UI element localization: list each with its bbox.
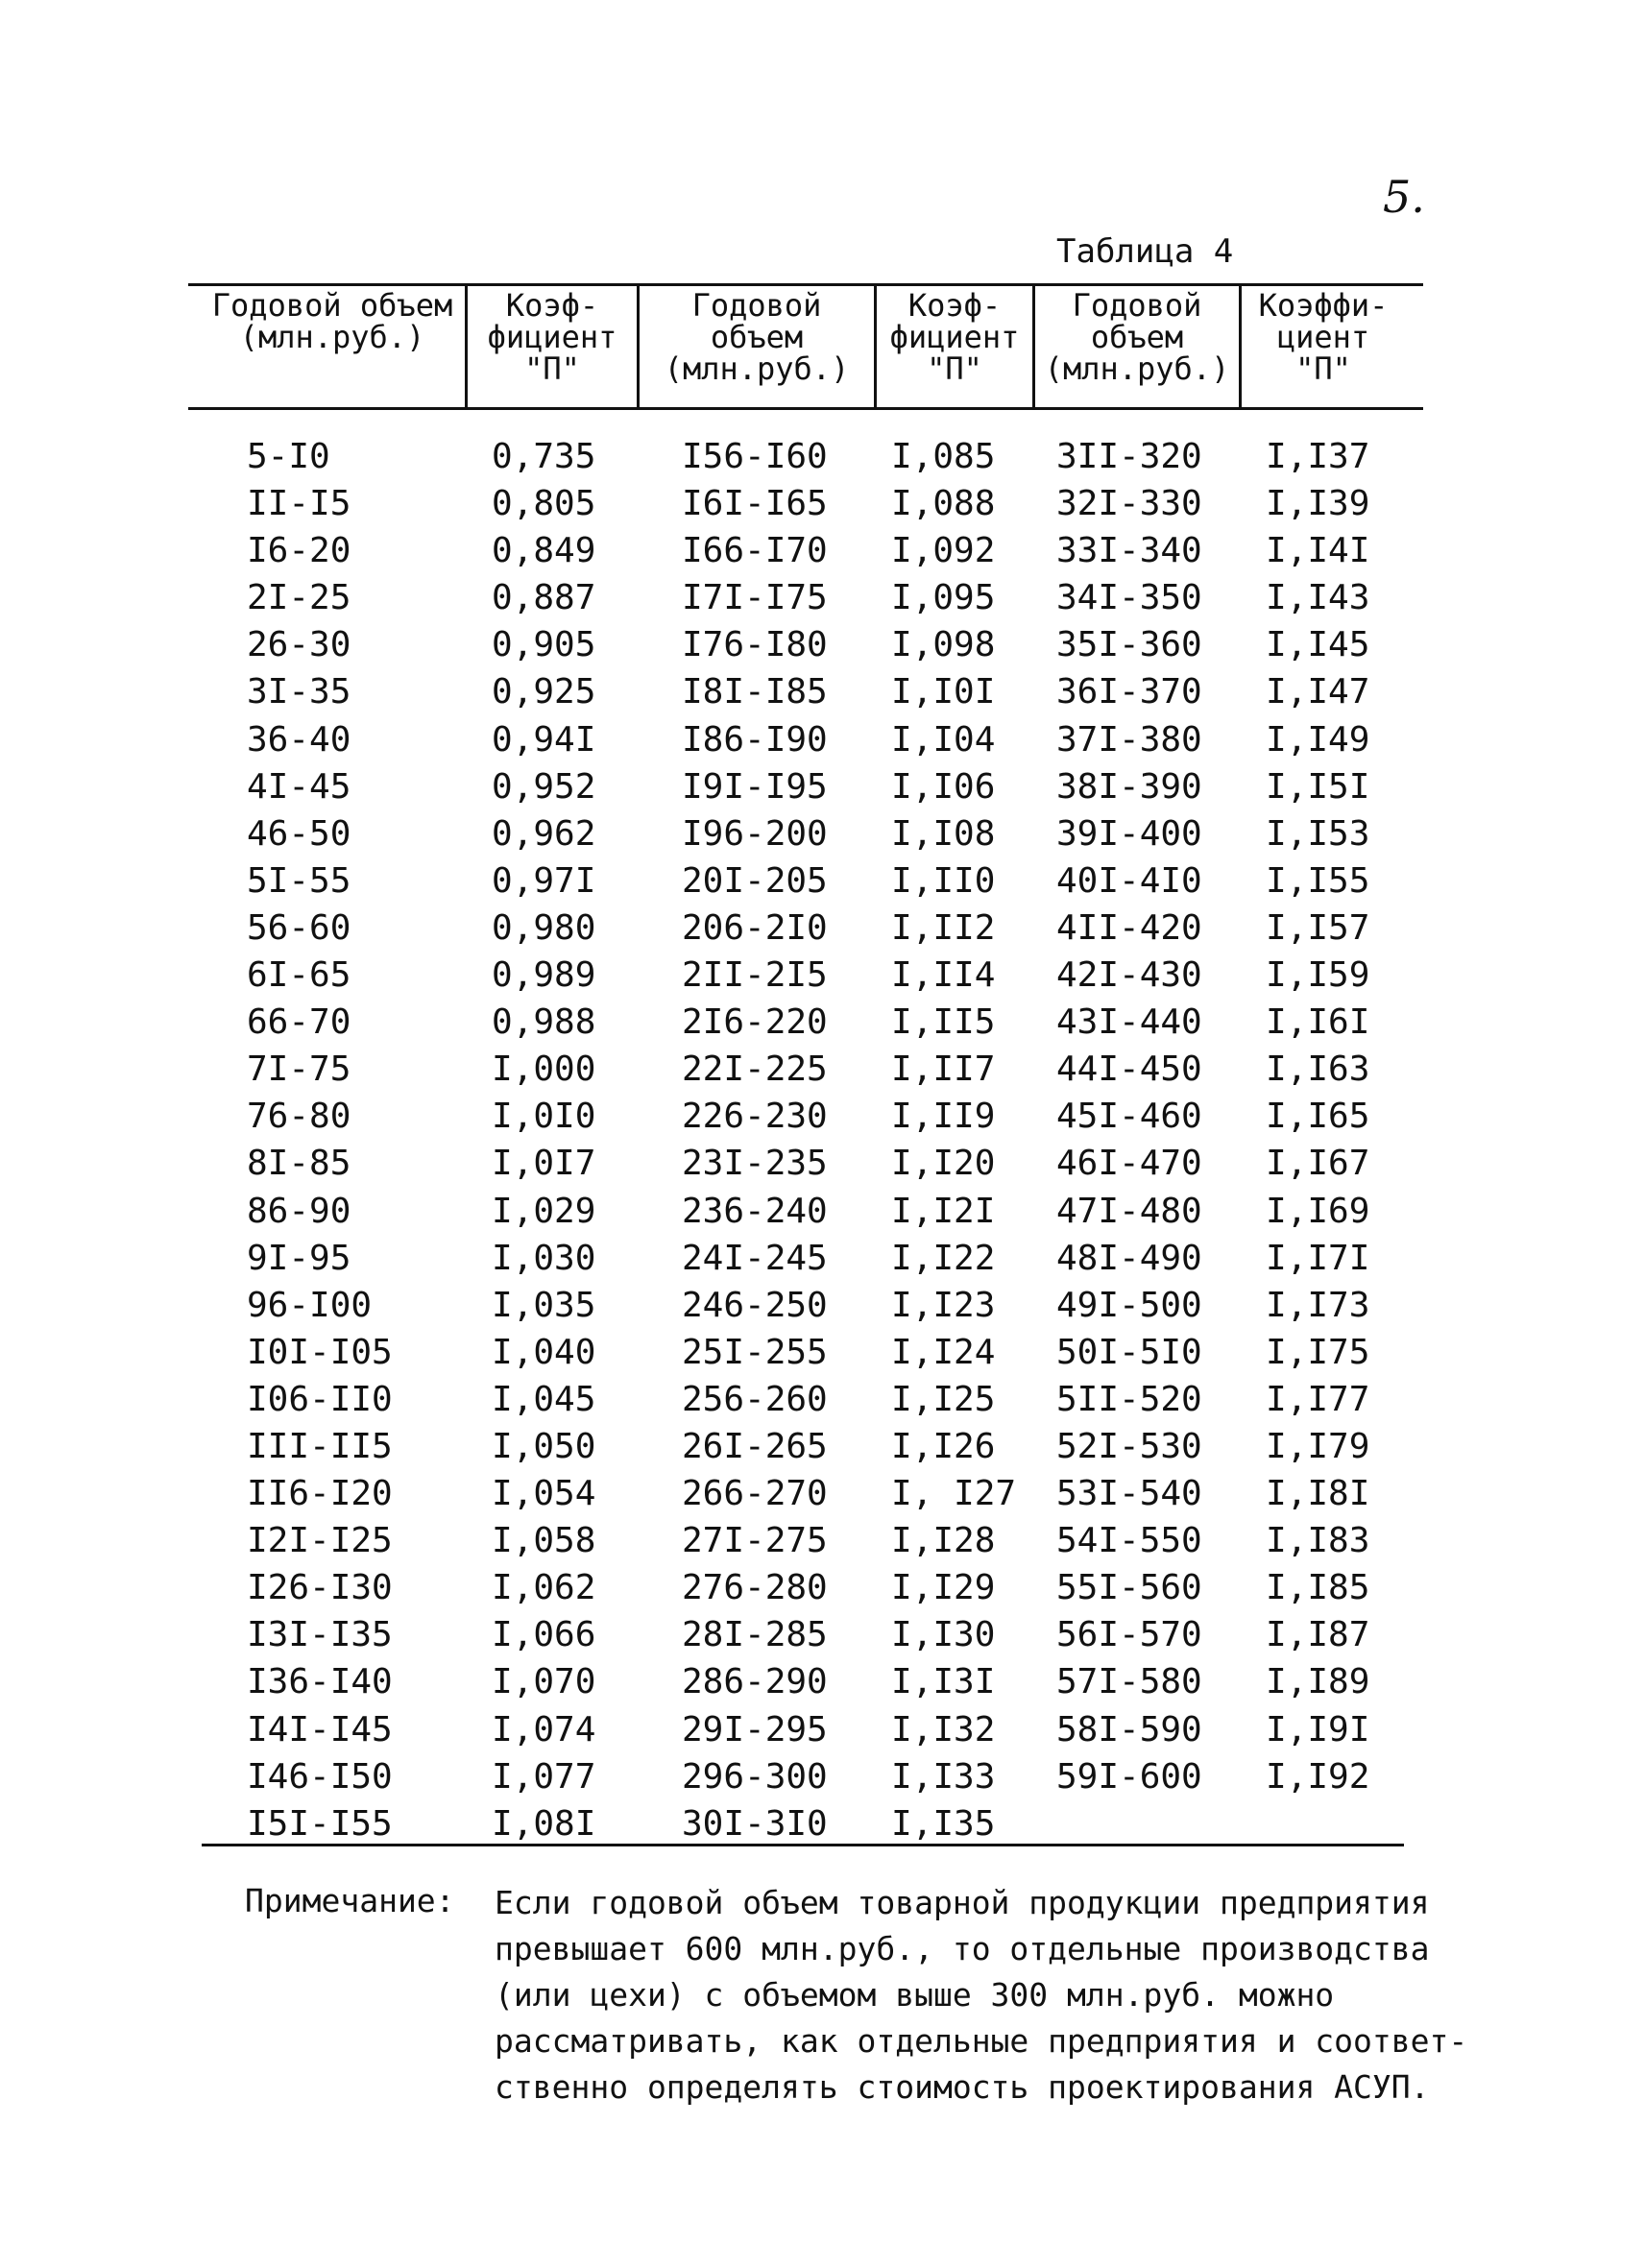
table-cell: 276-280 <box>682 1568 828 1608</box>
table-cell: 2I-25 <box>247 578 351 618</box>
header-coef-3: Коэффи- циент "П" <box>1258 287 1389 387</box>
table-cell: I,I92 <box>1266 1756 1370 1797</box>
table-cell: I,045 <box>492 1379 596 1419</box>
table-cell: 0,905 <box>492 625 596 665</box>
table-cell: 4II-420 <box>1056 907 1202 948</box>
table-cell: I2I-I25 <box>247 1521 393 1561</box>
note-line: ственно определять стоимость проектирования АСУП. <box>495 2068 1430 2106</box>
column-volume-1 <box>247 433 393 1847</box>
table-cell: 0,805 <box>492 484 596 524</box>
table-cell: I,I65 <box>1266 1097 1370 1137</box>
table-cell: 42I-430 <box>1056 955 1202 996</box>
table-cell: I,I23 <box>891 1285 996 1325</box>
table-cell: I9I-I95 <box>682 766 828 807</box>
table-cell: I,054 <box>492 1474 596 1514</box>
table-cell: I,I55 <box>1266 860 1370 901</box>
table-cell: I,I63 <box>1266 1050 1370 1090</box>
table-cell: I,I77 <box>1266 1379 1370 1419</box>
table-cell: I,I0I <box>891 672 996 712</box>
table-cell: 46-50 <box>247 813 351 854</box>
table-cell: I,I25 <box>891 1379 996 1419</box>
table-cell: I,I8I <box>1266 1474 1370 1514</box>
column-volume-3 <box>1056 433 1202 1800</box>
table-cell: I,I3I <box>891 1662 996 1702</box>
note-line: Если годовой объем товарной продукции предприятия <box>495 1884 1430 1921</box>
table-cell: 59I-600 <box>1056 1756 1202 1797</box>
table-cell: I7I-I75 <box>682 578 828 618</box>
table-cell: 45I-460 <box>1056 1097 1202 1137</box>
table-cell: I,I08 <box>891 813 996 854</box>
table-cell: 32I-330 <box>1056 484 1202 524</box>
table-cell: 46I-470 <box>1056 1144 1202 1184</box>
table-cell: 206-2I0 <box>682 907 828 948</box>
header-coef-2: Коэф- фициент "П" <box>889 287 1020 387</box>
table-cell: 296-300 <box>682 1756 828 1797</box>
note-line: (или цехи) с объемом выше 300 млн.руб. можно <box>495 1976 1335 2014</box>
table-cell: 39I-400 <box>1056 813 1202 854</box>
table-cell: 44I-450 <box>1056 1050 1202 1090</box>
table-cell: I,I35 <box>891 1803 996 1844</box>
table-cell: I6I-I65 <box>682 484 828 524</box>
table-cell: I,I28 <box>891 1521 996 1561</box>
table-cell: 7I-75 <box>247 1050 351 1090</box>
table-cell: 6I-65 <box>247 955 351 996</box>
table-cell: I,030 <box>492 1238 596 1278</box>
table-cell: 50I-5I0 <box>1056 1332 1202 1372</box>
table-cell: I36-I40 <box>247 1662 393 1702</box>
table-cell: I,I39 <box>1266 484 1370 524</box>
table-cell: 56I-570 <box>1056 1615 1202 1655</box>
table-cell: 0,952 <box>492 766 596 807</box>
table-cell: I,I37 <box>1266 437 1370 476</box>
table-cell: I,098 <box>891 625 996 665</box>
table-cell: 27I-275 <box>682 1521 828 1561</box>
table-cell: 0,94I <box>492 719 596 760</box>
table-cell: I,070 <box>492 1662 596 1702</box>
table-cell: 0,849 <box>492 531 596 571</box>
table-cell: 266-270 <box>682 1474 828 1514</box>
table-cell: I,I4I <box>1266 531 1370 571</box>
table-cell: I,I30 <box>891 1615 996 1655</box>
column-volume-2 <box>682 433 828 1847</box>
table-cell: I,I89 <box>1266 1662 1370 1702</box>
table-cell: I,I87 <box>1266 1615 1370 1655</box>
table-cell: I06-II0 <box>247 1379 393 1419</box>
table-cell: 226-230 <box>682 1097 828 1137</box>
table-cell: I,I32 <box>891 1709 996 1749</box>
table-cell: 54I-550 <box>1056 1521 1202 1561</box>
table-cell: 256-260 <box>682 1379 828 1419</box>
table-cell: I46-I50 <box>247 1756 393 1797</box>
table-cell: 53I-540 <box>1056 1474 1202 1514</box>
table-cell: I5I-I55 <box>247 1803 393 1844</box>
table-cell: 28I-285 <box>682 1615 828 1655</box>
table-cell: I,II4 <box>891 955 996 996</box>
table-cell: I,I67 <box>1266 1144 1370 1184</box>
table-title: Таблица 4 <box>1056 232 1234 271</box>
table-cell: 36-40 <box>247 719 351 760</box>
column-coef-1 <box>492 433 595 1847</box>
table-cell: I,I26 <box>891 1426 996 1466</box>
table-cell: I6-20 <box>247 531 351 571</box>
table-cell: I,I6I <box>1266 1002 1370 1043</box>
table-cell: 29I-295 <box>682 1709 828 1749</box>
table-cell: 34I-350 <box>1056 578 1202 618</box>
table-cell: III-II5 <box>247 1426 393 1466</box>
header-coef: Коэф- фициент "П" <box>487 287 617 387</box>
table-cell: 76-80 <box>247 1097 351 1137</box>
table-cell: 38I-390 <box>1056 766 1202 807</box>
table-cell: I,I20 <box>891 1144 996 1184</box>
table-cell: I0I-I05 <box>247 1332 393 1372</box>
table-cell: 0,925 <box>492 672 596 712</box>
table-cell: 0,988 <box>492 1002 596 1043</box>
table-cell: I,I73 <box>1266 1285 1370 1325</box>
table-cell: 0,980 <box>492 907 596 948</box>
header-volume-3: Годовой объем (млн.руб.) <box>1044 287 1230 387</box>
table-cell: I,II7 <box>891 1050 996 1090</box>
table-cell: 55I-560 <box>1056 1568 1202 1608</box>
table-cell: I,I53 <box>1266 813 1370 854</box>
table-cell: 246-250 <box>682 1285 828 1325</box>
table-cell: I8I-I85 <box>682 672 828 712</box>
table-cell: I,058 <box>492 1521 596 1561</box>
header-volume-2: Годовой объем (млн.руб.) <box>664 287 850 387</box>
table-cell: I, I27 <box>891 1474 1017 1514</box>
table-cell: 0,887 <box>492 578 596 618</box>
table-cell: 47I-480 <box>1056 1191 1202 1231</box>
table-cell: 286-290 <box>682 1662 828 1702</box>
table-cell: I,I85 <box>1266 1568 1370 1608</box>
table-cell: I,092 <box>891 531 996 571</box>
table-cell: I76-I80 <box>682 625 828 665</box>
note-line: рассматривать, как отдельные предприятия и соответ- <box>495 2022 1468 2060</box>
table-bottom-rule <box>202 1844 1404 1846</box>
table-cell: 56-60 <box>247 907 351 948</box>
table-cell: I,08I <box>492 1803 596 1844</box>
table-cell: I,I79 <box>1266 1426 1370 1466</box>
table-cell: I,I47 <box>1266 672 1370 712</box>
table-cell: I66-I70 <box>682 531 828 571</box>
table-cell: 86-90 <box>247 1191 351 1231</box>
table-cell: I96-200 <box>682 813 828 854</box>
table-cell: I,I75 <box>1266 1332 1370 1372</box>
table-cell: 8I-85 <box>247 1144 351 1184</box>
note-text <box>495 1880 1474 2111</box>
table-cell: I,I7I <box>1266 1238 1370 1278</box>
table-cell: I,000 <box>492 1050 596 1090</box>
table-cell: I,0I7 <box>492 1144 596 1184</box>
column-coef-2 <box>891 433 1016 1847</box>
table-cell: 9I-95 <box>247 1238 351 1278</box>
table-cell: 66-70 <box>247 1002 351 1043</box>
table-cell: 4I-45 <box>247 766 351 807</box>
table-cell: I,II9 <box>891 1097 996 1137</box>
table-cell: I,I45 <box>1266 625 1370 665</box>
table-cell: 2II-2I5 <box>682 955 828 996</box>
table-cell: 26I-265 <box>682 1426 828 1466</box>
table-cell: I,I04 <box>891 719 996 760</box>
table-cell: II6-I20 <box>247 1474 393 1514</box>
table-cell: I,0I0 <box>492 1097 596 1137</box>
table-cell: I,II5 <box>891 1002 996 1043</box>
table-cell: 30I-3I0 <box>682 1803 828 1844</box>
table-cell: I,I22 <box>891 1238 996 1278</box>
table-cell: I,062 <box>492 1568 596 1608</box>
table-cell: I,077 <box>492 1756 596 1797</box>
table-cell: I,029 <box>492 1191 596 1231</box>
table-cell: 37I-380 <box>1056 719 1202 760</box>
table-cell: 0,735 <box>492 437 596 476</box>
table-cell: I,I29 <box>891 1568 996 1608</box>
table-cell: I4I-I45 <box>247 1709 393 1749</box>
table-cell: 0,989 <box>492 955 596 996</box>
table-cell: I,I9I <box>1266 1709 1370 1749</box>
table-cell: I,I43 <box>1266 578 1370 618</box>
table-cell: I,I33 <box>891 1756 996 1797</box>
table-cell: 2I6-220 <box>682 1002 828 1043</box>
table-cell: 24I-245 <box>682 1238 828 1278</box>
table-cell: I,I24 <box>891 1332 996 1372</box>
table-cell: 23I-235 <box>682 1144 828 1184</box>
table-cell: 22I-225 <box>682 1050 828 1090</box>
table-cell: 0,962 <box>492 813 596 854</box>
table-cell: I56-I60 <box>682 437 828 476</box>
table-cell: 36I-370 <box>1056 672 1202 712</box>
table-cell: I3I-I35 <box>247 1615 393 1655</box>
table-cell: 3II-320 <box>1056 437 1202 476</box>
table-cell: I,066 <box>492 1615 596 1655</box>
table-cell: 3I-35 <box>247 672 351 712</box>
table-cell: I,I69 <box>1266 1191 1370 1231</box>
table-cell: 57I-580 <box>1056 1662 1202 1702</box>
table-cell: 25I-255 <box>682 1332 828 1372</box>
table-cell: I,I2I <box>891 1191 996 1231</box>
table-cell: I,I57 <box>1266 907 1370 948</box>
table-cell: I26-I30 <box>247 1568 393 1608</box>
table-cell: I,I49 <box>1266 719 1370 760</box>
table-cell: I,095 <box>891 578 996 618</box>
note-label: Примечание: <box>245 1882 455 1919</box>
table-cell: 43I-440 <box>1056 1002 1202 1043</box>
table-cell: I,088 <box>891 484 996 524</box>
table-cell: 0,97I <box>492 860 596 901</box>
table-cell: I,II2 <box>891 907 996 948</box>
table-cell: II-I5 <box>247 484 351 524</box>
header-volume: Годовой объем (млн.руб.) <box>211 287 453 355</box>
table-cell: 52I-530 <box>1056 1426 1202 1466</box>
table-cell: 26-30 <box>247 625 351 665</box>
note-line: превышает 600 млн.руб., то отдельные производства <box>495 1930 1430 1967</box>
column-coef-3 <box>1266 433 1369 1800</box>
table-cell: I,035 <box>492 1285 596 1325</box>
table-cell: I,I83 <box>1266 1521 1370 1561</box>
table-cell: I,II0 <box>891 860 996 901</box>
table-cell: 35I-360 <box>1056 625 1202 665</box>
table-cell: 5II-520 <box>1056 1379 1202 1419</box>
table-cell: 58I-590 <box>1056 1709 1202 1749</box>
table-cell: 20I-205 <box>682 860 828 901</box>
table-cell: 48I-490 <box>1056 1238 1202 1278</box>
table-cell: 5I-55 <box>247 860 351 901</box>
table-cell: I,050 <box>492 1426 596 1466</box>
table-cell: 33I-340 <box>1056 531 1202 571</box>
table-cell: 5-I0 <box>247 437 330 476</box>
page-number: 5. <box>1383 171 1425 223</box>
table-cell: 40I-4I0 <box>1056 860 1202 901</box>
table-cell: I,I06 <box>891 766 996 807</box>
table-cell: I,040 <box>492 1332 596 1372</box>
table-cell: I,I5I <box>1266 766 1370 807</box>
table-cell: 236-240 <box>682 1191 828 1231</box>
table-cell: I,085 <box>891 437 996 476</box>
table-cell: I,I59 <box>1266 955 1370 996</box>
table-cell: 96-I00 <box>247 1285 373 1325</box>
table-cell: 49I-500 <box>1056 1285 1202 1325</box>
table-cell: I86-I90 <box>682 719 828 760</box>
table-cell: I,074 <box>492 1709 596 1749</box>
